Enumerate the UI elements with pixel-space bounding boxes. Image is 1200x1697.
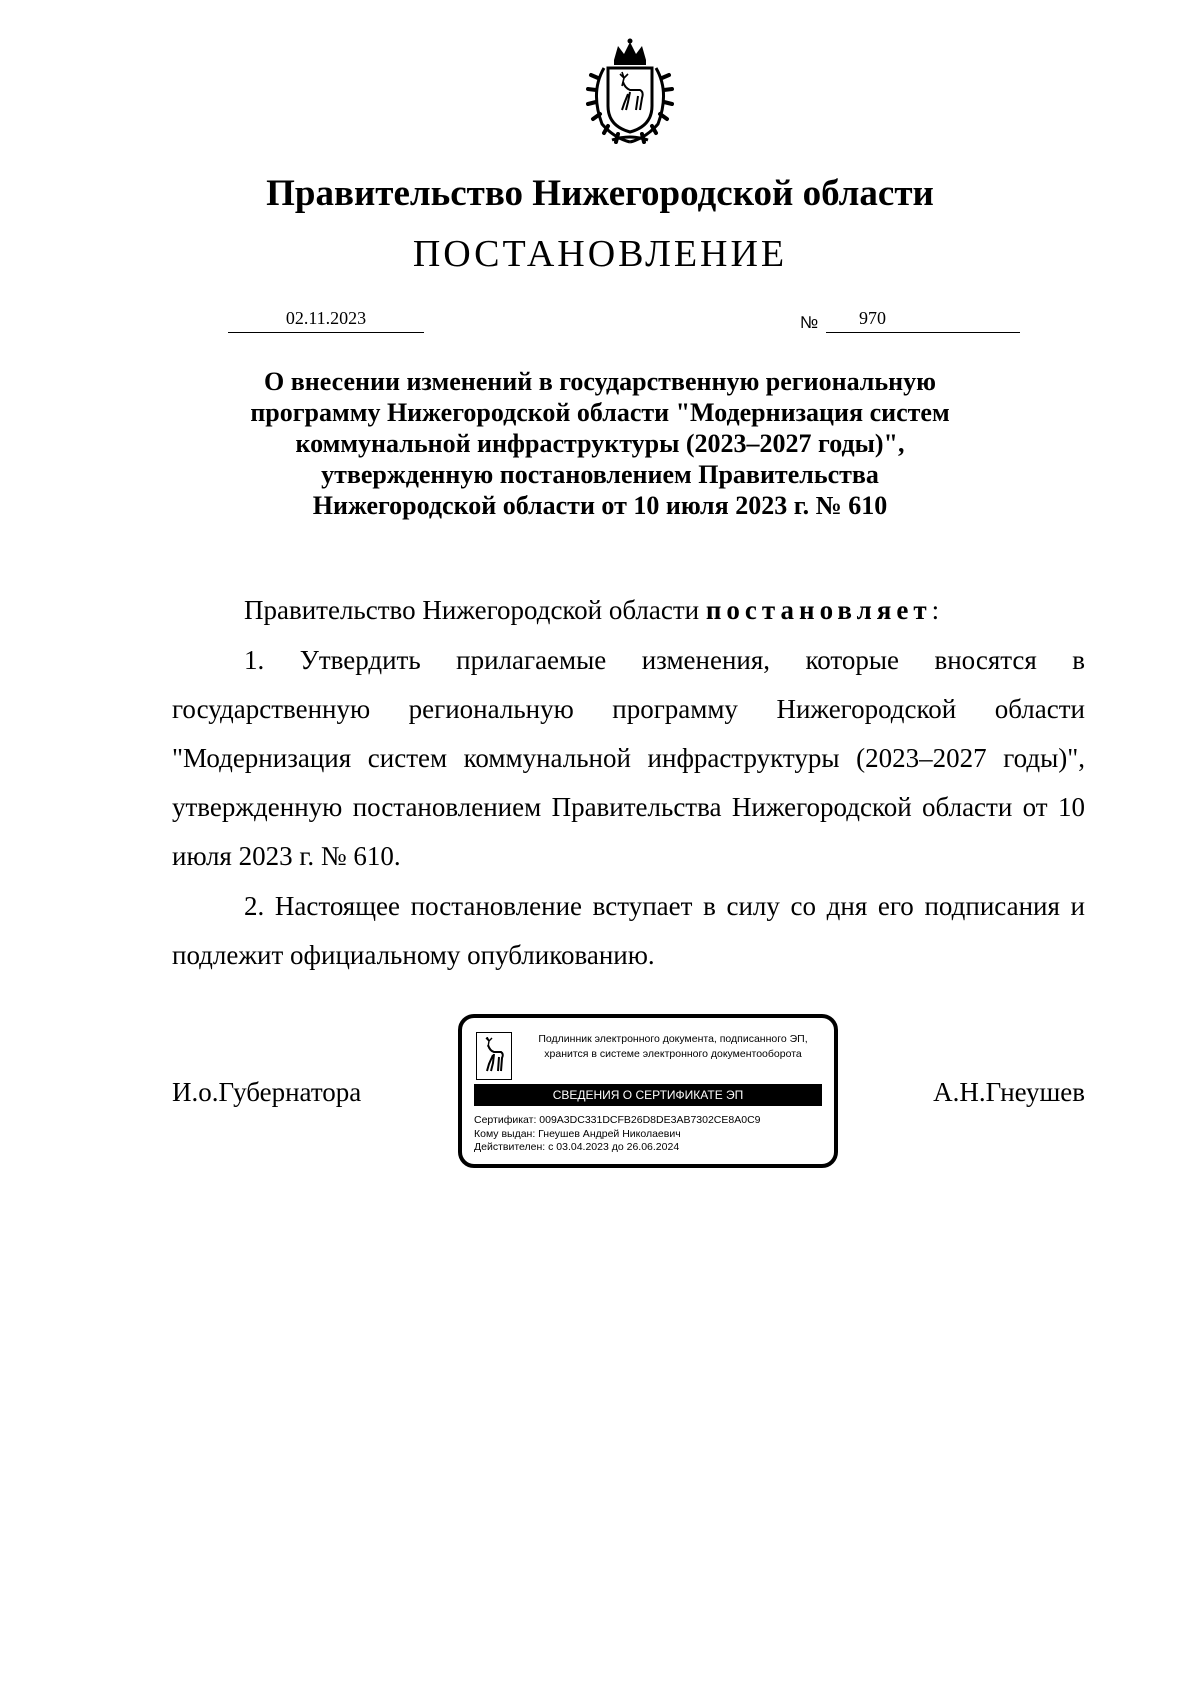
certificate-validity: Действителен: с 03.04.2023 до 26.06.2024 [474,1141,680,1153]
document-number: 970 [859,308,886,328]
document-heading [160,366,1040,521]
heading-line: О внесении изменений в государственную региональную [264,367,936,396]
paragraph-1: 1. Утвердить прилагаемые изменения, которые вносятся в государственную региональную программу Нижегородской области "Модернизация систем коммунальной инфраструктуры (2023–2027 годы)", утвержденную постановлением Правительства Нижегородской области от 10 июля 2023 г. № 610. [172,645,1085,871]
heading-line: программу Нижегородской области "Модернизация систем [250,398,950,427]
stamp-note-line: Подлинник электронного документа, подписанного ЭП, [538,1033,808,1045]
stamp-note-line: хранится в системе электронного документооборота [544,1048,802,1060]
number-sign: № [800,313,819,332]
preamble [172,586,1085,635]
certificate-serial: Сертификат: 009A3DC331DCFB26D8DE3AB7302CE8A0C9 [474,1114,761,1126]
certificate-info [474,1114,830,1155]
deer-emblem-icon [476,1032,512,1080]
heading-line: Нижегородской области от 10 июля 2023 г. № 610 [312,491,888,520]
preamble-lead: Правительство Нижегородской области [244,595,700,625]
heading-line: коммунальной инфраструктуры (2023–2027 годы)", [295,429,905,458]
stamp-note [518,1032,828,1062]
electronic-signature-stamp [458,1014,838,1168]
organization-title: Правительство Нижегородской области [266,173,934,214]
heading-line: утвержденную постановлением Правительства [321,460,879,489]
signatory-position: И.о.Губернатора [172,1077,362,1107]
coat-of-arms-icon [578,38,682,146]
signatory-name: А.Н.Гнеушев [933,1077,1085,1107]
certificate-bar-title: СВЕДЕНИЯ О СЕРТИФИКАТЕ ЭП [474,1084,822,1106]
document-number-field [826,306,1020,333]
document-type: ПОСТАНОВЛЕНИЕ [412,233,788,275]
paragraph-2: 2. Настоящее постановление вступает в силу со дня его подписания и подлежит официальному опубликованию. [172,891,1085,970]
certificate-issued-to: Кому выдан: Гнеушев Андрей Николаевич [474,1127,681,1140]
preamble-tail: : [931,595,940,625]
document-date: 02.11.2023 [228,306,424,333]
preamble-verb: постановляет [705,595,932,625]
